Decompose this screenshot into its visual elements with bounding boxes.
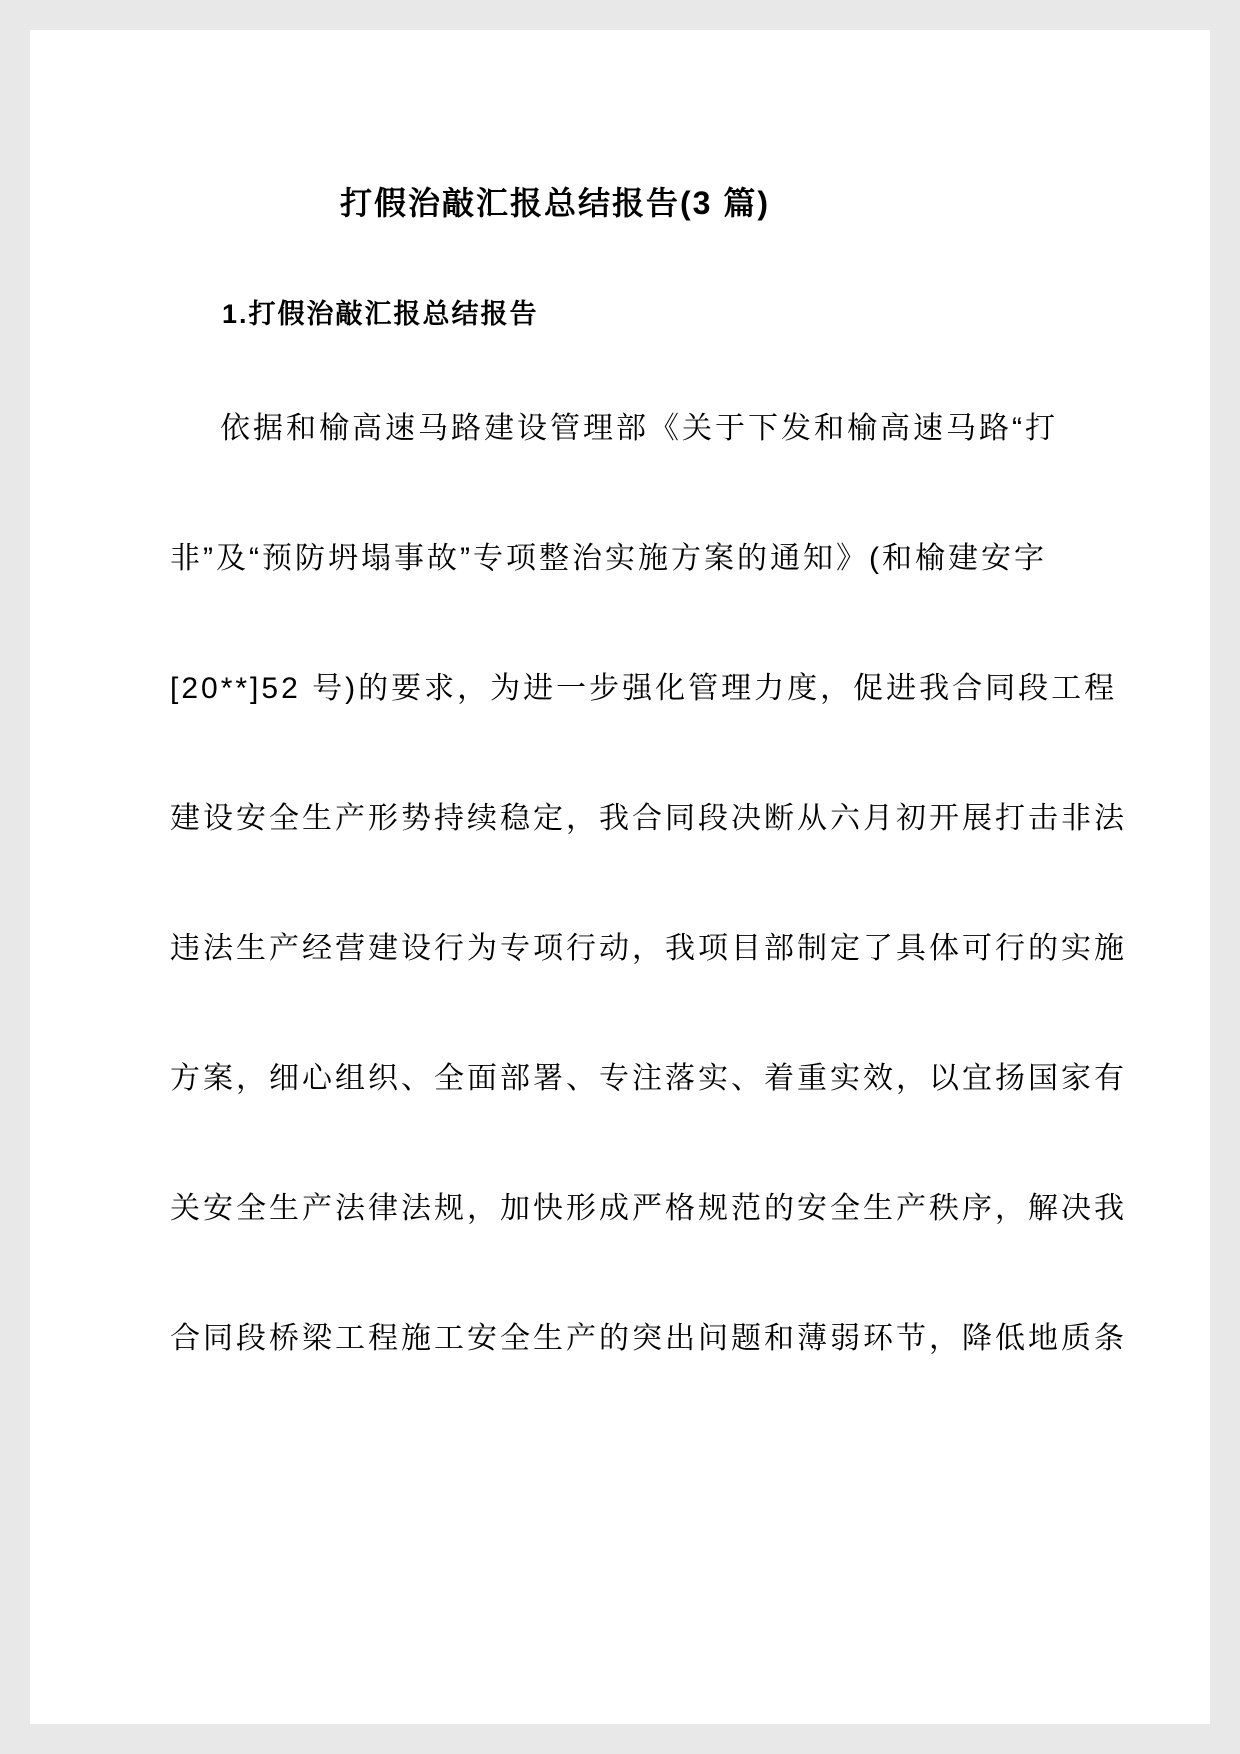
document-page	[30, 30, 1210, 1724]
paragraph-line: 违法生产经营建设行为专项行动，我项目部制定了具体可行的实施	[170, 932, 1127, 965]
section-heading: 1.打假治敲汇报总结报告	[222, 299, 539, 329]
paragraph-line: 非”及“预防坍塌事故”专项整治实施方案的通知》(和榆建安字	[170, 542, 1047, 575]
paragraph-line: 合同段桥梁工程施工安全生产的突出问题和薄弱环节，降低地质条	[170, 1322, 1127, 1355]
document-title: 打假治敲汇报总结报告(3 篇)	[339, 185, 770, 221]
paragraph-line: 关安全生产法律法规，加快形成严格规范的安全生产秩序，解决我	[170, 1192, 1127, 1225]
paragraph-line: 方案，细心组织、全面部署、专注落实、着重实效，以宜扬国家有	[170, 1062, 1127, 1095]
paragraph-line: 建设安全生产形势持续稳定，我合同段决断从六月初开展打击非法	[170, 802, 1127, 835]
paragraph-line: 依据和榆高速马路建设管理部《关于下发和榆高速马路“打	[220, 412, 1058, 445]
paragraph-line: [20**]52 号)的要求，为进一步强化管理力度，促进我合同段工程	[170, 672, 1118, 705]
